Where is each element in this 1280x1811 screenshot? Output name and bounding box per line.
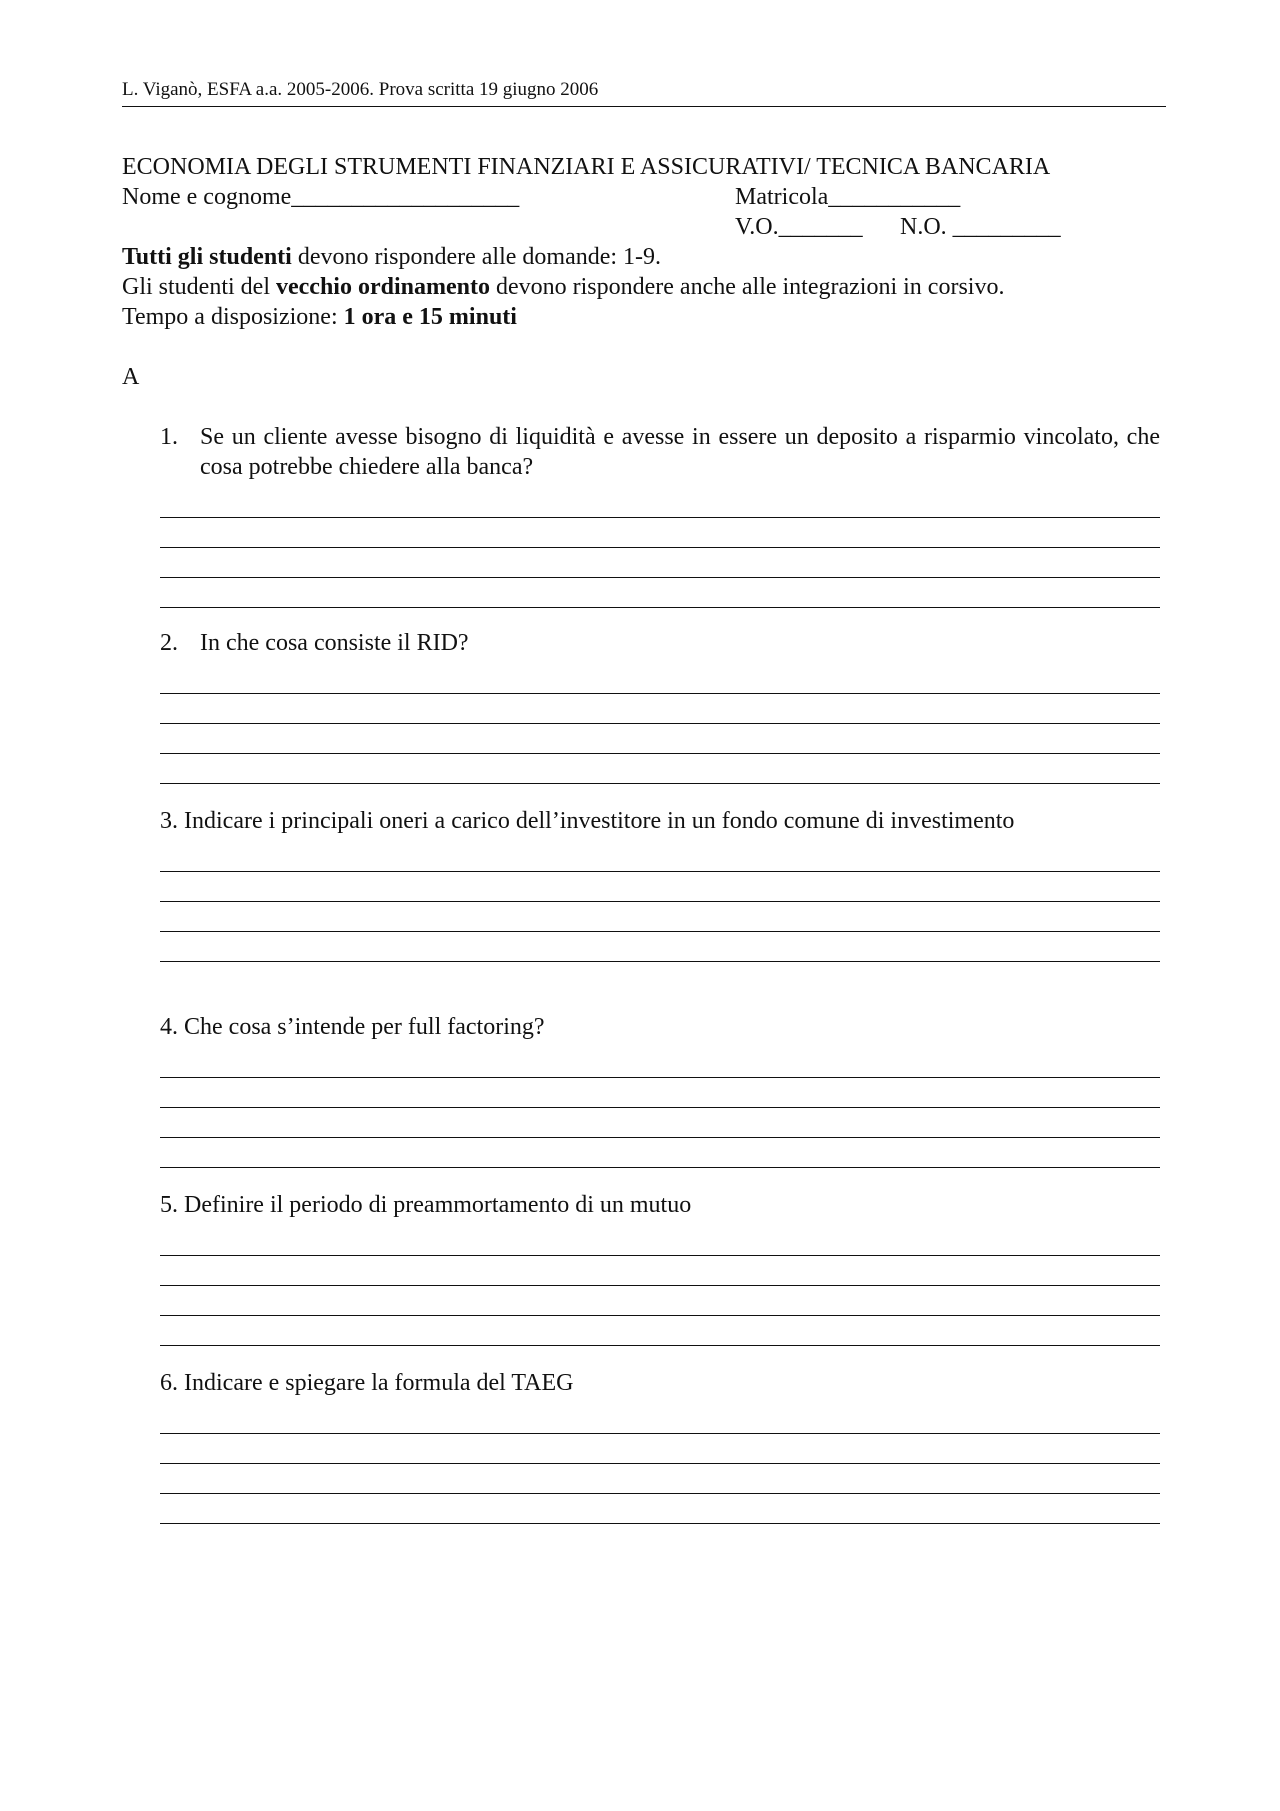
question-5 — [160, 1190, 1160, 1346]
answer-line[interactable] — [160, 1138, 1160, 1168]
answer-line[interactable] — [160, 518, 1160, 548]
ordinamento-row — [122, 212, 1202, 242]
answer-line[interactable] — [160, 1434, 1160, 1464]
answer-line[interactable] — [160, 1048, 1160, 1078]
instruction-1-text: devono rispondere alle domande: 1-9. — [291, 244, 662, 270]
answer-line[interactable] — [160, 1226, 1160, 1256]
answer-line[interactable] — [160, 842, 1160, 872]
course-title: ECONOMIA DEGLI STRUMENTI FINANZIARI E ASSICURATIVI/ TECNICA BANCARIA — [122, 154, 1051, 180]
instruction-2-start: Gli studenti del — [122, 274, 276, 300]
question-1 — [160, 422, 1160, 608]
question-text: In che cosa consiste il RID? — [200, 630, 469, 656]
question-text: Definire il periodo di preammortamento di un mutuo — [184, 1192, 692, 1218]
question-3 — [160, 806, 1160, 962]
answer-line[interactable] — [160, 1078, 1160, 1108]
answer-area[interactable] — [160, 664, 1160, 784]
question-2 — [160, 628, 1160, 784]
question-2-text-row — [160, 628, 1160, 658]
exam-header — [122, 152, 1202, 332]
matricola-field[interactable]: Matricola___________ — [735, 184, 961, 210]
answer-line[interactable] — [160, 724, 1160, 754]
question-number: 3. — [160, 808, 178, 834]
question-number: 4. — [160, 1014, 178, 1040]
answer-area[interactable] — [160, 488, 1160, 608]
instruction-3-start: Tempo a disposizione: — [122, 304, 344, 330]
vo-field[interactable]: V.O._______ — [735, 214, 863, 240]
question-text: Se un cliente avesse bisogno di liquidità e avesse in essere un deposito a risparmio vincolato, che cosa potrebbe chiedere alla banca? — [200, 424, 1160, 480]
answer-line[interactable] — [160, 578, 1160, 608]
answer-line[interactable] — [160, 1316, 1160, 1346]
instruction-2-end: devono rispondere anche alle integrazioni in corsivo. — [489, 274, 1005, 300]
answer-line[interactable] — [160, 548, 1160, 578]
answer-line[interactable] — [160, 902, 1160, 932]
answer-line[interactable] — [160, 872, 1160, 902]
section-label: A — [122, 364, 140, 390]
answer-area[interactable] — [160, 1048, 1160, 1168]
answer-line[interactable] — [160, 1108, 1160, 1138]
answer-line[interactable] — [160, 1494, 1160, 1524]
question-3-text-row — [160, 806, 1160, 836]
question-text: Che cosa s’intende per full factoring? — [184, 1014, 545, 1040]
answer-line[interactable] — [160, 488, 1160, 518]
question-number: 2. — [160, 630, 178, 656]
answer-line[interactable] — [160, 1256, 1160, 1286]
question-6-text-row — [160, 1368, 1160, 1398]
answer-line[interactable] — [160, 1404, 1160, 1434]
identity-row — [122, 182, 1202, 212]
answer-line[interactable] — [160, 932, 1160, 962]
question-6 — [160, 1368, 1160, 1524]
instruction-line-1 — [122, 242, 1202, 272]
instruction-line-2 — [122, 272, 1202, 302]
question-4-text-row — [160, 1012, 1160, 1042]
name-field[interactable]: Nome e cognome___________________ — [122, 184, 520, 210]
running-header: L. Viganò, ESFA a.a. 2005-2006. Prova scritta 19 giugno 2006 — [122, 78, 1166, 107]
answer-area[interactable] — [160, 1226, 1160, 1346]
question-5-text-row — [160, 1190, 1160, 1220]
question-number: 6. — [160, 1370, 178, 1396]
question-number: 1. — [160, 424, 178, 450]
question-1-text-row — [160, 422, 1160, 482]
question-number: 5. — [160, 1192, 178, 1218]
answer-line[interactable] — [160, 664, 1160, 694]
no-field[interactable]: N.O. _________ — [900, 214, 1061, 240]
answer-line[interactable] — [160, 1464, 1160, 1494]
answer-line[interactable] — [160, 1286, 1160, 1316]
answer-line[interactable] — [160, 694, 1160, 724]
instruction-2-bold: vecchio ordinamento — [275, 274, 490, 300]
question-4 — [160, 1012, 1160, 1168]
question-text: Indicare i principali oneri a carico dell’investitore in un fondo comune di investimento — [184, 808, 1015, 834]
question-text: Indicare e spiegare la formula del TAEG — [184, 1370, 574, 1396]
instruction-line-3 — [122, 302, 1202, 332]
answer-area[interactable] — [160, 842, 1160, 962]
instruction-1-bold: Tutti gli studenti — [122, 244, 292, 270]
instruction-3-bold: 1 ora e 15 minuti — [343, 304, 517, 330]
answer-line[interactable] — [160, 754, 1160, 784]
answer-area[interactable] — [160, 1404, 1160, 1524]
